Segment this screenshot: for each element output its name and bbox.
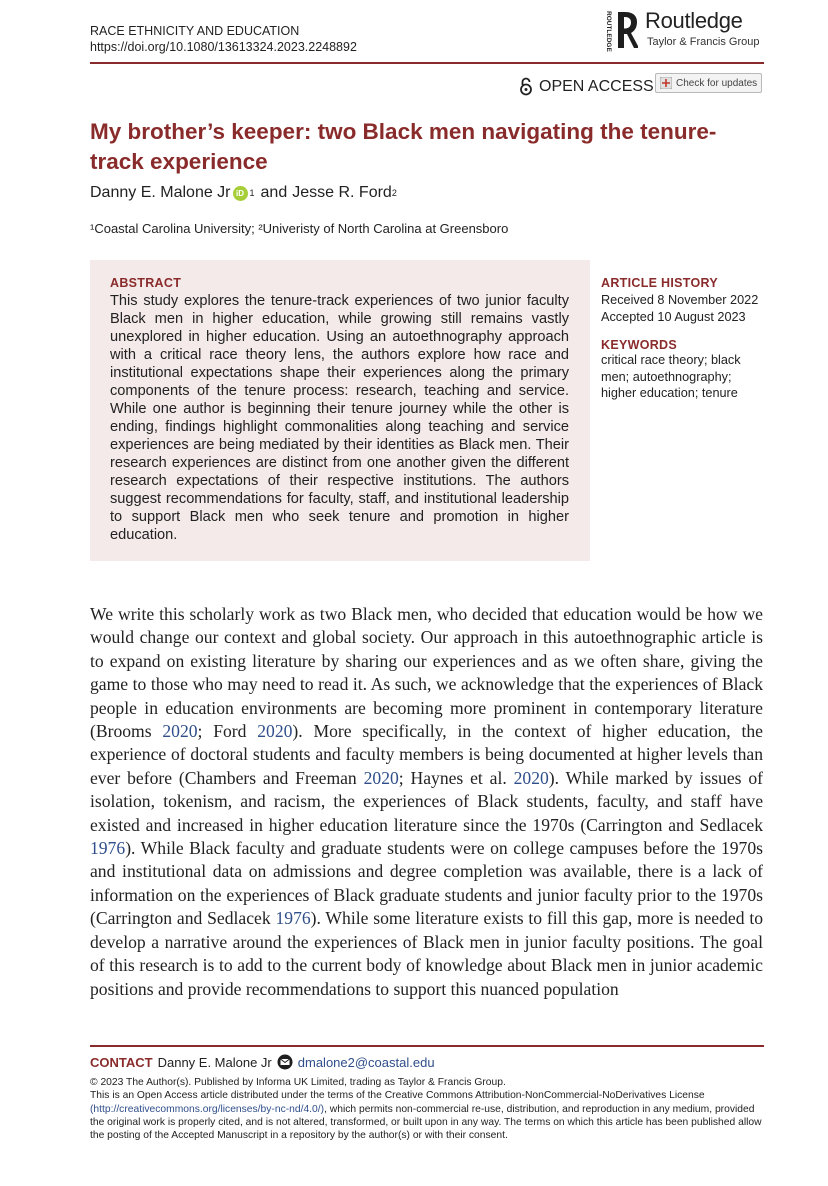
accepted-date: Accepted 10 August 2023 (601, 309, 746, 324)
publisher-vertical-text: ROUTLEDGE (605, 11, 612, 52)
publisher-group: Taylor & Francis Group (647, 36, 760, 48)
author-conjunction: and (260, 184, 288, 201)
license-text (90, 1089, 764, 1142)
copyright-line: © 2023 The Author(s). Published by Informa UK Limited, trading as Taylor & Francis Group. (90, 1077, 506, 1088)
article-history-heading: ARTICLE HISTORY (601, 276, 719, 290)
publisher-name: Routledge (645, 8, 743, 33)
body-text-segment: We write this scholarly work as two Black men, who decided that education would be how we would change our context and global society. Our approach in this autoethnographic article is to expand on existing literature by sharing our experiences and as we often share, giving the game to those who may need to read it. As such, we acknowledge that the experiences of Black people in education environments are becoming more prominent in contemporary literature (Brooms (90, 604, 763, 742)
license-text-b: , which permits non-commercial re-use, distribution, and reproduction in any medium, provided the original work is properly cited, and is not altered, transformed, or built upon in any way. The terms on which this article has been published allow the posting of the Accepted Manuscript in a repository by the author(s) or with their consent. (90, 1103, 762, 1142)
check-for-updates-label: Check for updates (676, 77, 758, 89)
license-notice (90, 1076, 764, 1142)
abstract-heading: ABSTRACT (110, 276, 182, 290)
body-text-segment: ). While marked by issues of isolation, tokenism, and racism, the experiences of Black students, faculty, and staff have existed and increased in higher education literature since the 1970s (Carrington and Sedlacek (90, 767, 763, 835)
publisher-logo[interactable] (604, 6, 774, 56)
citation-link[interactable]: 2020 (363, 767, 399, 788)
email-icon (277, 1054, 293, 1070)
open-access-label: OPEN ACCESS (539, 77, 654, 95)
crossmark-icon (660, 77, 672, 89)
citation-link[interactable]: 1976 (90, 838, 126, 859)
body-text-segment: ; Ford (197, 721, 258, 742)
body-paragraph (90, 603, 763, 1001)
keywords-heading: KEYWORDS (601, 338, 678, 352)
doi-link[interactable]: https://doi.org/10.1080/13613324.2023.2248892 (90, 40, 357, 54)
journal-name: RACE ETHNICITY AND EDUCATION (90, 24, 300, 38)
open-access-badge (519, 77, 654, 96)
citation-link[interactable]: 2020 (162, 721, 198, 742)
contact-label: CONTACT (90, 1054, 153, 1070)
body-text-segment: ). While some literature exists to fill this gap, more is needed to develop a narrative around the experiences of Black men in junior faculty positions. The goal of this research is to add to the current body of knowledge about Black men in junior academic positions and provide recommendations to support this nuanced population (90, 908, 764, 999)
header-divider (90, 62, 764, 64)
article-title: My brother’s keeper: two Black men navigating the tenure-track experience (90, 119, 717, 174)
citation-link[interactable]: 2020 (257, 721, 293, 742)
license-url-link[interactable]: (http://creativecommons.org/licenses/by-nc-nd/4.0/) (90, 1103, 325, 1115)
orcid-icon[interactable]: iD (233, 186, 248, 201)
affiliations: ¹Coastal Carolina University; ²Univeristy of North Carolina at Greensboro (90, 221, 509, 236)
journal-header (90, 23, 357, 55)
contact-line (90, 1054, 435, 1070)
body-text-segment: ). More specifically, in the context of higher education, the experience of doctoral students and faculty members is being documented at higher levels than ever before (Chambers and Freeman (90, 721, 763, 788)
open-lock-icon (519, 77, 533, 96)
check-for-updates-button[interactable] (655, 73, 762, 93)
author-2[interactable]: Jesse R. Ford (292, 184, 392, 201)
footer-divider (90, 1045, 764, 1047)
routledge-logo-icon (604, 8, 638, 54)
author-1[interactable]: Danny E. Malone Jr (90, 184, 231, 201)
contact-name: Danny E. Malone Jr (157, 1054, 272, 1070)
abstract-text: This study explores the tenure-track experiences of two junior faculty Black men in higher education, while growing still remains vastly unexplored in higher education. Using an autoethnography approach with a critical race theory lens, the authors explore how race and institutional expectations shape their experiences along the primary components of the tenure process: research, teaching and service. While one author is beginning their tenure journey while the other is ending, findings highlight commonalities along teaching and service experiences are being mediated by their identities as Black men. Their research experiences are distinct from one another given the different research expectations of their respective institutions. The authors suggest recommendations for faculty, staff, and institutional leadership to support Black men who seek tenure and promotion in higher education. (110, 293, 569, 543)
article-history (601, 276, 776, 325)
contact-email[interactable]: dmalone2@coastal.edu (297, 1054, 435, 1070)
keywords-list: critical race theory; black men; autoethnography; higher education; tenure (601, 353, 741, 400)
citation-link[interactable]: 1976 (275, 908, 311, 929)
license-text-a: This is an Open Access article distributed under the terms of the Creative Commons Attribution-NonCommercial-NoDerivatives License (90, 1090, 705, 1102)
body-text-segment: ). While Black faculty and graduate students were on college campuses before the 1970s and institutional data on admissions and degree completion was available, there is a lack of information on the experiences of Black graduate students and junior faculty prior to the 1970s (Carrington and Sedlacek (90, 838, 763, 929)
author-line: Danny E. Malone Jr iD 1 and Jesse R. Ford 2 (90, 184, 397, 201)
received-date: Received 8 November 2022 (601, 293, 759, 307)
citation-link[interactable]: 2020 (513, 767, 549, 788)
keywords-section (601, 338, 776, 402)
body-text-segment: ; Haynes et al. (398, 767, 514, 788)
